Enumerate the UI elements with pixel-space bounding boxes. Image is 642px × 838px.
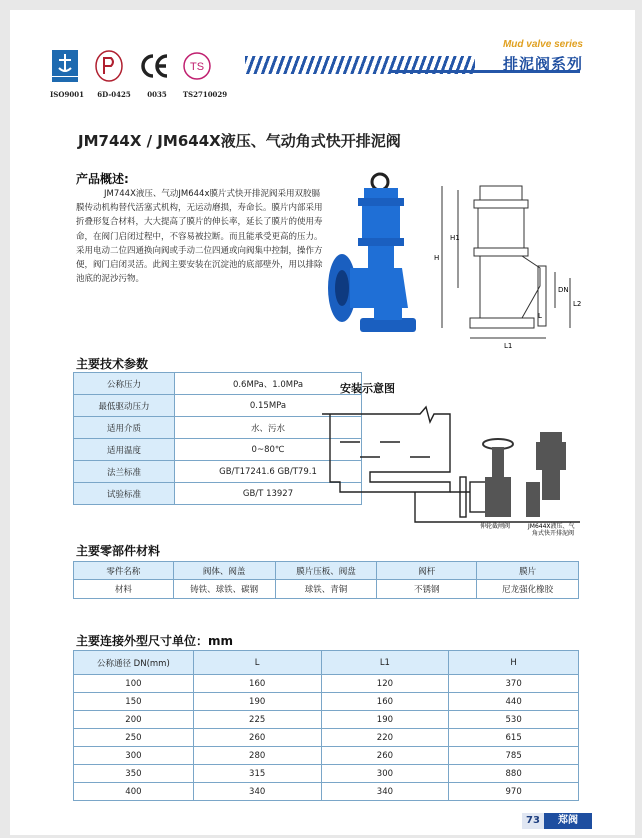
dimensions-cell: 400 (74, 783, 194, 801)
dimensions-cell: 190 (321, 711, 449, 729)
param-value: GB/T 13927 (175, 483, 362, 505)
materials-cell: 材料 (74, 580, 174, 599)
param-row (74, 439, 362, 461)
param-row (74, 373, 362, 395)
materials-header-cell: 膜片 (477, 562, 579, 580)
param-label: 公称压力 (74, 373, 175, 395)
dimensions-cell: 785 (449, 747, 579, 765)
dimensions-cell: 160 (321, 693, 449, 711)
valve-product-photo (322, 168, 432, 338)
page-title: JM744X / JM644X液压、气动角式快开排泥阀 (78, 132, 401, 150)
dim-label-l1: L1 (504, 342, 513, 350)
param-label: 适用温度 (74, 439, 175, 461)
dimensions-header-cell: 公称通径 DN(mm) (74, 651, 194, 675)
cert-caption: TS2710029 (182, 90, 228, 99)
table-row (74, 765, 579, 783)
ce-cert (140, 48, 174, 99)
cert-caption: 6D-0425 (97, 90, 131, 99)
materials-table (73, 561, 579, 599)
table-row (74, 747, 579, 765)
materials-header-cell: 零件名称 (74, 562, 174, 580)
dimensions-heading: 主要连接外型尺寸单位：mm (76, 634, 234, 648)
cert-caption: ISO9001 (50, 90, 84, 99)
param-value: 0.6MPa、1.0MPa (175, 373, 362, 395)
dimensions-cell: 315 (193, 765, 321, 783)
param-value: 0~80℃ (175, 439, 362, 461)
dimensions-cell: 150 (74, 693, 194, 711)
valve-dimension-drawing (430, 168, 580, 350)
dimensions-cell: 260 (321, 747, 449, 765)
iso-cert (50, 48, 84, 99)
param-value: 0.15MPa (175, 395, 362, 417)
materials-cell: 铸铁、球铁、碳钢 (173, 580, 275, 599)
dim-label-l: L (538, 312, 542, 320)
dimensions-cell: 615 (449, 729, 579, 747)
dimensions-header-cell: L (193, 651, 321, 675)
dimensions-header-cell: L1 (321, 651, 449, 675)
materials-cell: 球铁、青铜 (275, 580, 377, 599)
dimensions-cell: 225 (193, 711, 321, 729)
label-mud-valve-line2: 角式快开排泥阀 (532, 530, 575, 537)
param-value: 水、污水 (175, 417, 362, 439)
install-diagram (320, 402, 580, 537)
dimensions-cell: 340 (193, 783, 321, 801)
dimensions-cell: 120 (321, 675, 449, 693)
catalog-page (10, 10, 635, 835)
materials-cell: 尼龙强化橡胶 (477, 580, 579, 599)
ts-cert (182, 48, 228, 99)
params-heading: 主要技术参数 (76, 357, 149, 371)
dim-label-h: H (434, 254, 440, 262)
dim-label-dn: DN (558, 286, 569, 294)
param-label: 适用介质 (74, 417, 175, 439)
dimensions-cell: 440 (449, 693, 579, 711)
param-row (74, 395, 362, 417)
param-value: GB/T17241.6 GB/T79.1 (175, 461, 362, 483)
ts-mark-logo (182, 48, 212, 84)
param-label: 最低驱动压力 (74, 395, 175, 417)
overview-text: JM744X液压、气动JM644x膜片式快开排泥阀采用双胶膈膜传动机构替代活塞式机构，无运动磨损，寿命长。膜片内部采用折叠形复合材料，大大提高了膜片的伸长率，延长了膜片的使用寿命，在阀门启闭过程中，不容易被拉断。而且能承受更高的压力。采用电动二位四通换向阀或手动二位四通或向阀集中控制，操作方便，阀门启闭灵活。此阀主要安装在沉淀池的底部壁外，用以排除池底的泥沙污物。 (76, 189, 323, 285)
dimensions-table (73, 650, 579, 801)
dimensions-header-cell: H (449, 651, 579, 675)
dim-label-l2: L2 (573, 300, 582, 308)
materials-header-cell: 阀体、阀盖 (173, 562, 275, 580)
dimensions-cell: 200 (74, 711, 194, 729)
series-english: Mud valve series (502, 39, 583, 50)
page-footer (522, 813, 592, 829)
dimensions-cell: 100 (74, 675, 194, 693)
svg-text:TS: TS (189, 61, 205, 73)
param-row (74, 461, 362, 483)
materials-heading: 主要零部件材料 (76, 544, 161, 558)
overview-heading: 产品概述: (76, 172, 129, 186)
dimensions-cell: 340 (321, 783, 449, 801)
dimensions-cell: 250 (74, 729, 194, 747)
dim-label-h1: H1 (450, 234, 460, 242)
cert-caption: 0035 (147, 90, 167, 99)
param-row (74, 483, 362, 505)
dimensions-cell: 350 (74, 765, 194, 783)
dimensions-cell: 260 (193, 729, 321, 747)
label-gate-valve: 伸轮截闸阀 (480, 523, 511, 530)
diamond-anchor-logo (50, 48, 80, 84)
param-label: 法兰标准 (74, 461, 175, 483)
dimensions-cell: 280 (193, 747, 321, 765)
dimensions-cell: 220 (321, 729, 449, 747)
table-row (74, 711, 579, 729)
footer-brand: 郑阀 (544, 813, 592, 829)
materials-header-cell: 膜片压板、阀盘 (275, 562, 377, 580)
dimensions-cell: 970 (449, 783, 579, 801)
dimensions-cell: 880 (449, 765, 579, 783)
dimensions-cell: 160 (193, 675, 321, 693)
param-row (74, 417, 362, 439)
dimensions-cell: 370 (449, 675, 579, 693)
dimensions-cell: 530 (449, 711, 579, 729)
dimensions-cell: 300 (74, 747, 194, 765)
dimensions-cell: 300 (321, 765, 449, 783)
ce-mark-logo (140, 48, 170, 84)
table-row (74, 693, 579, 711)
materials-cell: 不锈钢 (377, 580, 477, 599)
dimensions-cell: 190 (193, 693, 321, 711)
table-row (74, 729, 579, 747)
series-chinese: 排泥阀系列 (502, 55, 583, 73)
params-table (73, 372, 362, 505)
materials-header-cell: 阀杆 (377, 562, 477, 580)
install-heading: 安装示意图 (340, 382, 395, 395)
api-cert (94, 48, 134, 99)
table-row (74, 783, 579, 801)
param-label: 试验标准 (74, 483, 175, 505)
page-number: 73 (522, 813, 544, 829)
label-mud-valve-line1: JM644X液压、气 (528, 523, 575, 530)
table-row (74, 675, 579, 693)
api-monogram-logo (94, 48, 124, 84)
